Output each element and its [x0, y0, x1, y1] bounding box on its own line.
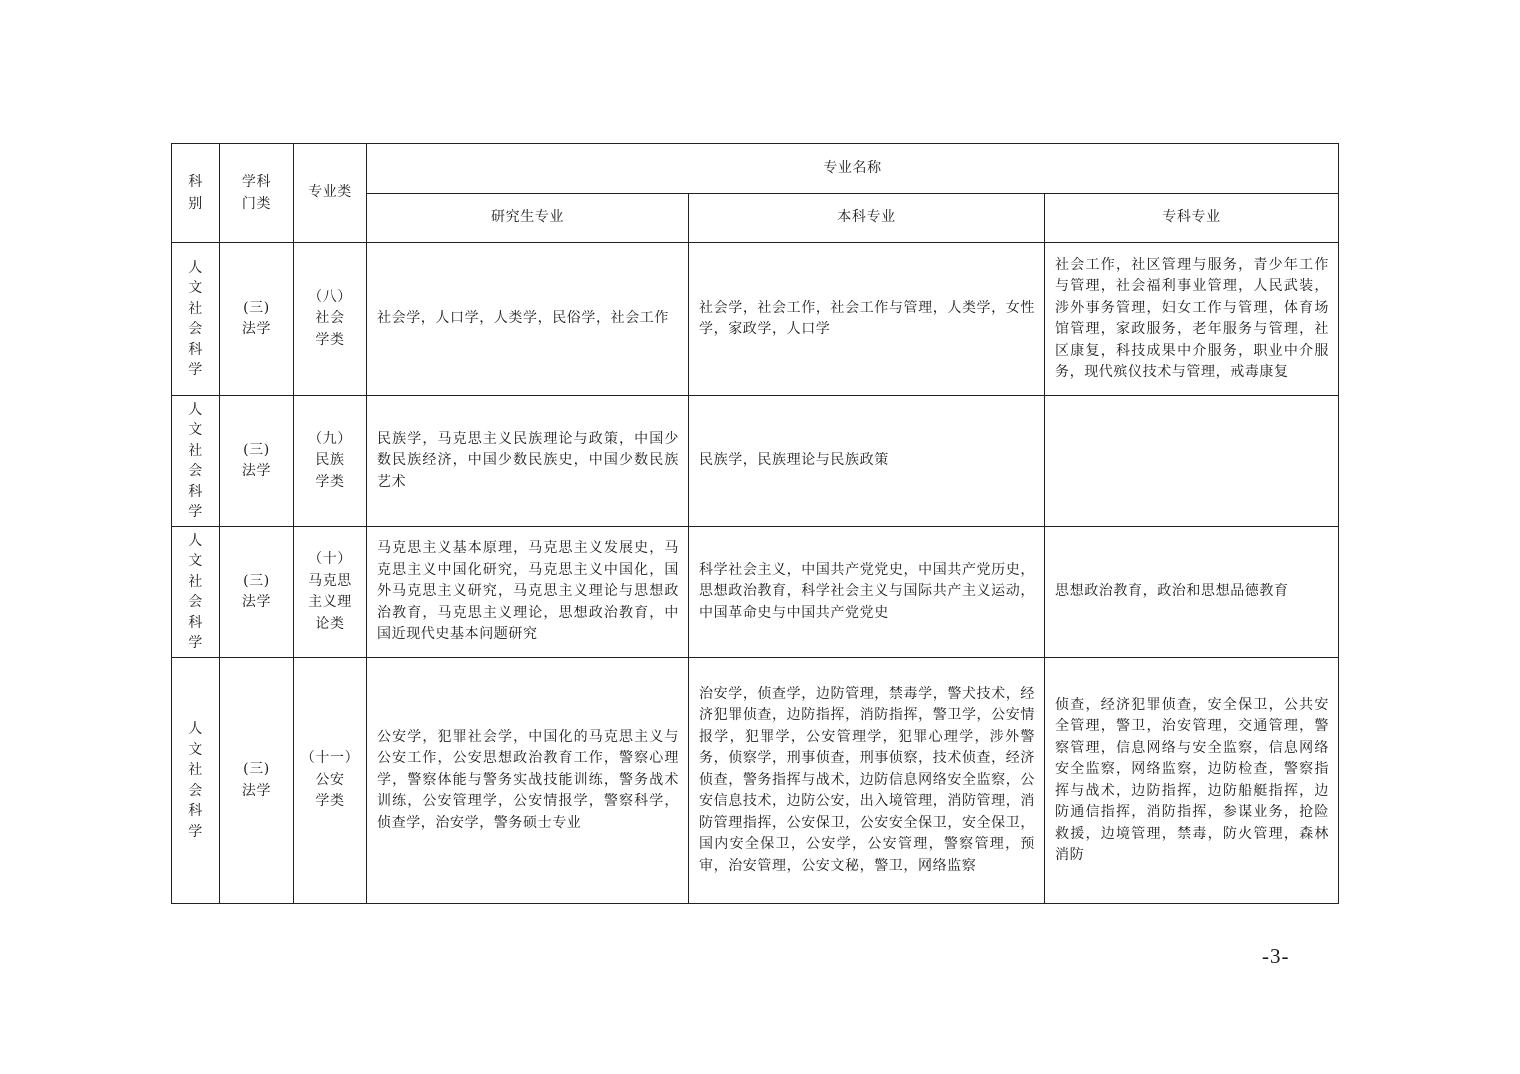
graduate-cell [367, 658, 689, 904]
header-college: 专科专业 [1045, 194, 1339, 243]
undergraduate-cell [689, 658, 1045, 904]
page-number: -3- [1262, 944, 1290, 968]
category-cell [220, 658, 294, 904]
category-name: 法学 [241, 463, 272, 479]
discipline-text: 人文社会科学 [188, 532, 203, 651]
class-name: 社会学类 [315, 310, 345, 348]
graduate-cell [367, 527, 689, 658]
table-row [172, 527, 1339, 658]
category-name: 法学 [241, 782, 272, 799]
discipline-text: 人文社会科学 [188, 259, 203, 378]
category-cell [220, 243, 294, 396]
header-graduate: 研究生专业 [367, 194, 689, 243]
college-cell [1045, 527, 1339, 658]
undergraduate-cell [689, 527, 1045, 658]
undergraduate-majors: 民族学，民族理论与民族政策 [699, 452, 889, 469]
major-catalog-table [171, 143, 1339, 904]
graduate-majors: 民族学，马克思主义民族理论与政策，中国少数民族经济，中国少数民族史，中国少数民族艺术 [377, 430, 679, 490]
college-majors [1045, 457, 1338, 465]
class-name: 公安学类 [315, 771, 345, 810]
class-number: （九） [308, 430, 352, 447]
category-name: 法学 [241, 594, 272, 610]
class-cell [294, 396, 367, 527]
header-undergraduate: 本科专业 [689, 194, 1045, 243]
discipline-cell [172, 527, 220, 658]
category-cell [220, 527, 294, 658]
class-cell [294, 243, 367, 396]
category-number: (三) [243, 572, 270, 589]
class-cell [294, 658, 367, 904]
header-major-class: 专业类 [294, 144, 367, 243]
discipline-cell [172, 243, 220, 396]
class-cell [294, 527, 367, 658]
undergraduate-majors: 科学社会主义，中国共产党党史，中国共产党历史，思想政治教育，科学社会主义与国际共产主义运动，中国革命史与中国共产党党史 [699, 561, 1035, 621]
college-cell [1045, 396, 1339, 527]
category-number: (三) [243, 441, 270, 458]
header-category-text: 学科门类 [241, 174, 272, 212]
header-row [172, 144, 1339, 194]
undergraduate-majors: 社会学，社会工作，社会工作与管理，人类学，女性学，家政学，人口学 [699, 299, 1035, 337]
graduate-majors: 公安学，犯罪社会学，中国化的马克思主义与公安工作，公安思想政治教育工作，警察心理学，警察体能与警务实战技能训练，警务战术训练，公安管理学，公安情报学，警察科学，侦查学，治安学，警务硕士专业 [377, 728, 679, 831]
graduate-cell [367, 243, 689, 396]
header-discipline [172, 144, 220, 243]
header-category [220, 144, 294, 243]
undergraduate-cell [689, 396, 1045, 527]
graduate-majors: 马克思主义基本原理，马克思主义发展史，马克思主义中国化研究，马克思主义中国化，国外马克思主义研究，马克思主义理论与思想政治教育，马克思主义理论，思想政治教育，中国近现代史基本问题研究 [377, 540, 679, 643]
class-number: （十一） [300, 750, 360, 767]
header-major-name: 专业名称 [367, 144, 1339, 194]
table-row [172, 396, 1339, 527]
discipline-text: 人文社会科学 [188, 721, 203, 840]
category-number: (三) [243, 761, 270, 777]
college-majors: 思想政治教育，政治和思想品德教育 [1055, 583, 1289, 600]
discipline-cell [172, 396, 220, 527]
college-cell [1045, 243, 1339, 396]
table-row [172, 658, 1339, 904]
college-majors: 侦查，经济犯罪侦查，安全保卫，公共安全管理，警卫，治安管理，交通管理，警察管理，信息网络与安全监察，信息网络安全监察，网络监察，边防检查，警察指挥与战术，边防指挥，边防船艇指挥，边防通信指挥，消防指挥，参谋业务，抢险救援，边境管理，禁毒，防火管理，森林消防 [1055, 696, 1330, 863]
graduate-cell [367, 396, 689, 527]
college-majors: 社会工作，社区管理与服务，青少年工作与管理，社会福利事业管理，人民武装，涉外事务管理，妇女工作与管理，体育场馆管理，家政服务，老年服务与管理，社区康复，科技成果中介服务，职业中介服务，现代殡仪技术与管理，戒毒康复 [1055, 256, 1330, 380]
table-row [172, 243, 1339, 396]
category-cell [220, 396, 294, 527]
class-name: 民族学类 [315, 452, 345, 490]
category-number: (三) [243, 299, 270, 316]
class-number: （十） [308, 551, 352, 567]
undergraduate-cell [689, 243, 1045, 396]
college-cell [1045, 658, 1339, 904]
graduate-majors: 社会学，人口学，人类学，民俗学，社会工作 [377, 310, 669, 327]
undergraduate-majors: 治安学，侦查学，边防管理，禁毒学，警犬技术，经济犯罪侦查，边防指挥，消防指挥，警卫学，公安情报学，犯罪学，公安管理学，犯罪心理学，涉外警务，侦察学，刑事侦查，刑事侦察，技术侦查，经济侦查，警务指挥与战术，边防信息网络安全监察，公安信息技术，边防公安，出入境管理，消防管理，消防管理指挥，公安保卫，公安安全保卫，安全保卫，国内安全保卫，公安学，公安管理，警察管理，预审，治安管理，公安文秘，警卫，网络监察 [699, 685, 1035, 874]
header-discipline-text: 科别 [188, 174, 203, 212]
discipline-cell [172, 658, 220, 904]
category-name: 法学 [241, 321, 272, 337]
class-number: （八） [308, 288, 352, 305]
discipline-text: 人文社会科学 [188, 401, 203, 520]
class-name: 马克思主义理论类 [308, 572, 352, 632]
